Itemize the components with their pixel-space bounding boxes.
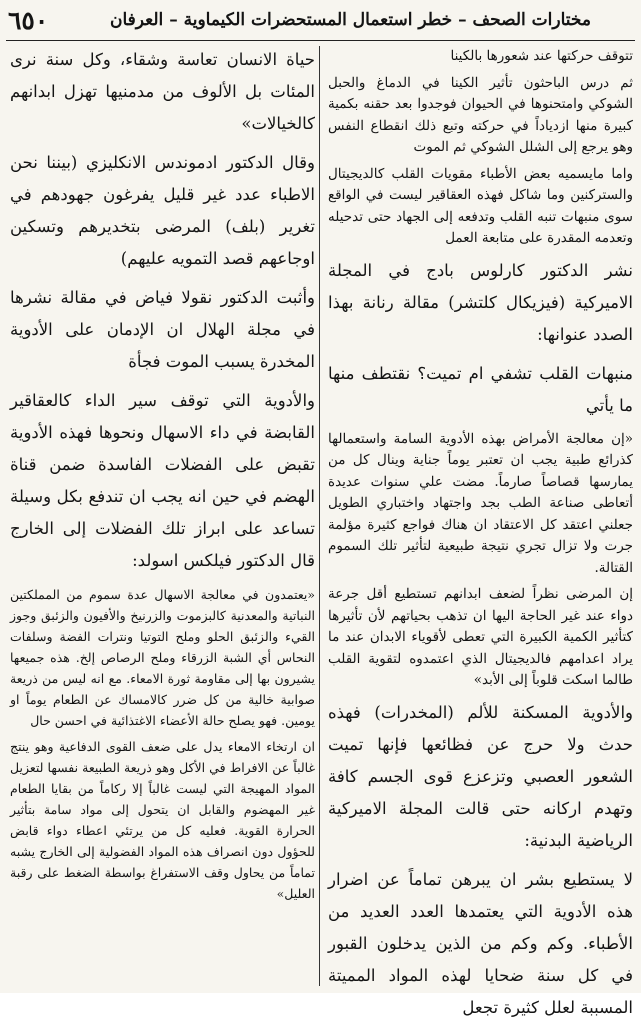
paragraph: نشر الدكتور كارلوس بادج في المجلة الاميركية (فيزيكال كلتشر) مقالة رنانة بهذا الصدد عنوانها: [328,260,633,344]
running-title: مختارات الصحف – خطر استعمال المستحضرات الكيماوية – العرفان [110,10,591,30]
page-header [6,4,635,41]
quoted-paragraph: إن المرضى نظراً لضعف ابدانهم تستطيع أقل جرعة دواء عند غير الحاجة اليها ان تذهب بحياتهم لأن تأثيرها كتأثير الكمية الكبيرة التي تعطى لأقوياء الابدان عند ما يراد اعدامهم فالديجيتال الذي اعتمدوه لتقوية القلب طالما اسكت قلوباً إلى الأبد» [328,586,633,688]
paragraph: وقال الدكتور ادموندس الانكليزي (بيننا نحن الاطباء عدد غير قليل يفرغون جهودهم في تغرير (بلف) المرضى بتخديرهم وتسكين اوجاعهم قصد التمويه عليهم) [10,153,315,268]
paragraph: تتوقف حركتها عند شعورها بالكينا [450,48,633,64]
paragraph: واما مايسميه بعض الأطباء مقويات القلب كالديجيتال والستركنين وما شاكل فهذه العقاقير ليست في الواقع سوى منبهات تنبه القلب وتدفعه إلى الجهاد حتى تدحيله وتعدمه المقدرة على متابعة العمل [328,165,633,246]
quoted-paragraph: «إن معالجة الأمراض بهذه الأدوية السامة واستعمالها كذرائع طبية يجب ان تعتبر يوماً جناية وينال كل من يمارسها قصاصاً صارماً. مضت علي سنوات عديدة أتعاطى صناعة الطب بجد واجتهاد واختباري الطويل جعلني اعتقد كل الاعتقاد ان هناك فواجع كثيرة مؤلمة جرت ولا تزال تجري نتيجة طبيعية لتأثير تلك السموم القتالة. [328,430,633,576]
quoted-paragraph: ان ارتخاء الامعاء يدل على ضعف القوى الدفاعية وهو ينتج غالباً عن الافراط في الأكل وهو ذريعة الطبيعة نفسها لتعزيل المواد المهيجة التي ليست غالباً إلا ركاماً من بقايا الطعام غير المهضوم والقابل ان يتحول إلى مواد سامة بتأثير الحرارة القوية. فعليه كل من يرتئي اعطاء دواء قابض للحؤول دون انصراف هذه المواد الفضولية إلى الخارج يشبه تماماً من يحاول وقف الاستفراغ بواسطة الضغط على رقبة العليل» [10,739,315,901]
paragraph: وأثبت الدكتور نقولا فياض في مقالة نشرها في مجلة الهلال ان الإدمان على الأدوية المخدرة يسبب الموت فجأة [10,288,315,371]
quoted-paragraph: «يعتمدون في معالجة الاسهال عدة سموم من المملكتين النباتية والمعدنية كالبزموت والزرنيخ والأفيون والزئبق وجوز القيء والزئبق الحلو وملح التوتيا ونترات الفضة وسلفات النحاس أي الشبة الزرقاء وملح الرصاص إلخ. هذه جميعها يشيرون بها إلى مقاومة ثورة الامعاء. مع انه ليس من ذريعة صوابية خالية من كل ضرر كالامساك عن الطعام يوماً او يومين. فهو يصلح حالة الأعضاء الاغتذائية في احسن حال [10,587,315,728]
right-column [328,46,633,1017]
column-divider [319,46,320,986]
paragraph: حياة الانسان تعاسة وشقاء، وكل سنة نرى المئات بل الألوف من مدمنيها تهزل ابدانهم كالخيالات» [10,50,315,133]
article-subheading: منبهات القلب تشفي ام تميت؟ نقتطف منها ما يأتي [328,363,633,415]
paragraph: لا يستطيع بشر ان يبرهن تماماً عن اضرار هذه الأدوية التي يعتمدها العدد العديد من الأطباء. وكم وكم من الذين يدخلون القبور في كل سنة ضحايا لهذه المواد المميتة المسببة لعلل كثيرة تجعل [328,869,633,1017]
paragraph: ثم درس الباحثون تأثير الكينا في الدماغ والحبل الشوكي وامتحنوها في الحيوان فوجدوا بعد حقنه بكمية كبيرة منها ازدياداً في حركته وتبع ذلك انقطاع النفس وهو يرجع إلى الشلل الشوكي ثم الموت [328,74,633,155]
page-number: ٦٥٠ [8,6,49,35]
paragraph: والأدوية المسكنة للألم (المخدرات) فهذه حدث ولا حرج عن فظائعها فإنها تميت الشعور العصبي وتزعزع قوى الجسم كافة وتهدم اركانه حتى قالت المجلة الاميركية الرياضية البدنية: [328,702,633,850]
left-column [10,46,315,986]
paragraph: والأدوية التي توقف سير الداء كالعقاقير القابضة في داء الاسهال ونحوها فهذه الأدوية تقبض على الفضلات الفاسدة ضمن قناة الهضم في حين انه يجب ان تندفع بكل وسيلة تساعد على ابراز تلك الفضلات إلى الخارج قال الدكتور فيلكس اسولد: [10,391,315,570]
